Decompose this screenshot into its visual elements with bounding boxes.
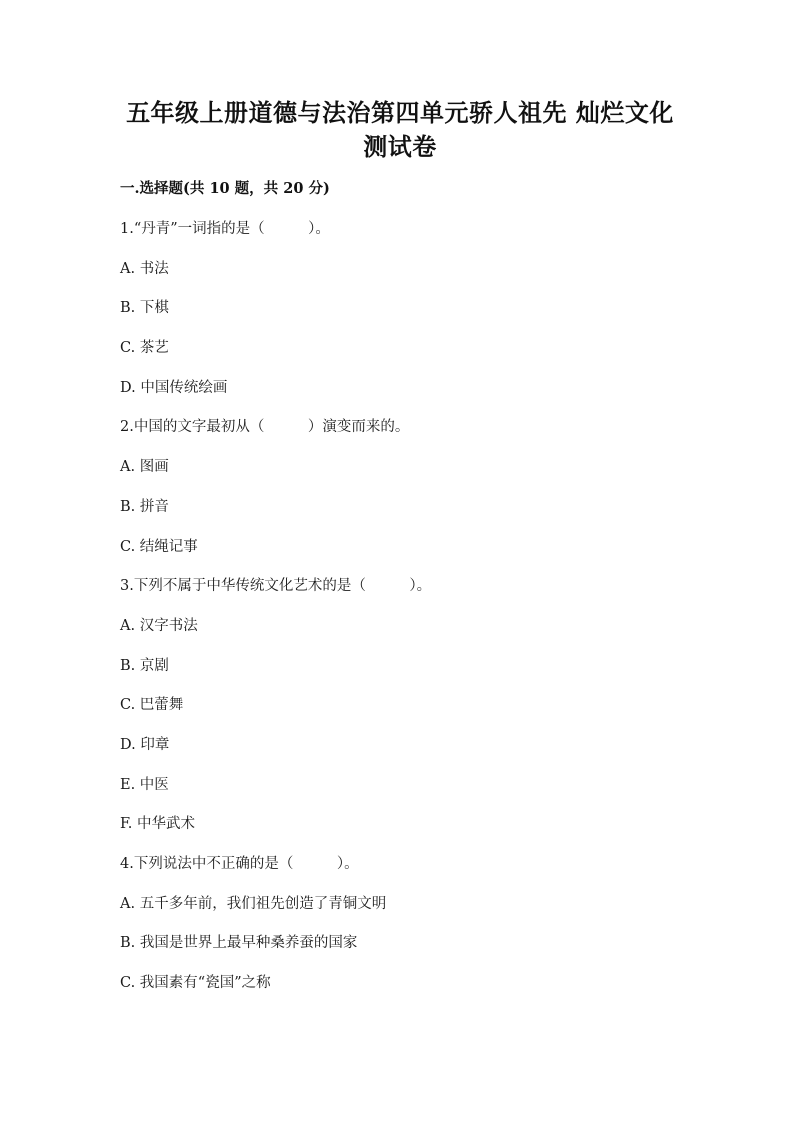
question-1-option-c: C. 茶艺: [120, 340, 169, 356]
question-2-stem: 2.中国的文字最初从（ ）演变而来的。: [120, 419, 410, 435]
question-3-option-d: D. 印章: [120, 737, 170, 753]
exam-title-line2: 测试卷: [363, 132, 437, 161]
question-3-option-e: E. 中医: [120, 777, 169, 793]
question-2-option-c: C. 结绳记事: [120, 539, 198, 555]
question-4-option-a: A. 五千多年前，我们祖先创造了青铜文明: [120, 896, 387, 912]
question-2-option-a: A. 图画: [120, 459, 169, 475]
question-4-stem: 4.下列说法中不正确的是（ ）。: [120, 856, 359, 872]
question-4-option-b: B. 我国是世界上最早种桑养蚕的国家: [120, 935, 358, 951]
question-1-option-d: D. 中国传统绘画: [120, 380, 228, 396]
question-3-stem: 3.下列不属于中华传统文化艺术的是（ ）。: [120, 578, 432, 594]
question-1-stem: 1.“丹青”一词指的是（ ）。: [120, 221, 330, 237]
question-3-option-a: A. 汉字书法: [120, 618, 198, 634]
question-3-option-b: B. 京剧: [120, 658, 169, 674]
question-1-option-a: A. 书法: [120, 261, 169, 277]
question-1-option-b: B. 下棋: [120, 300, 169, 316]
exam-title-line1: 五年级上册道德与法治第四单元骄人祖先 灿烂文化: [126, 98, 674, 127]
question-2-option-b: B. 拼音: [120, 499, 169, 515]
question-3-option-c: C. 巴蕾舞: [120, 697, 184, 713]
section-heading-multiple-choice: 一.选择题(共 10 题，共 20 分): [120, 180, 330, 197]
question-4-option-c: C. 我国素有“瓷国”之称: [120, 975, 271, 991]
question-3-option-f: F. 中华武术: [120, 816, 196, 832]
